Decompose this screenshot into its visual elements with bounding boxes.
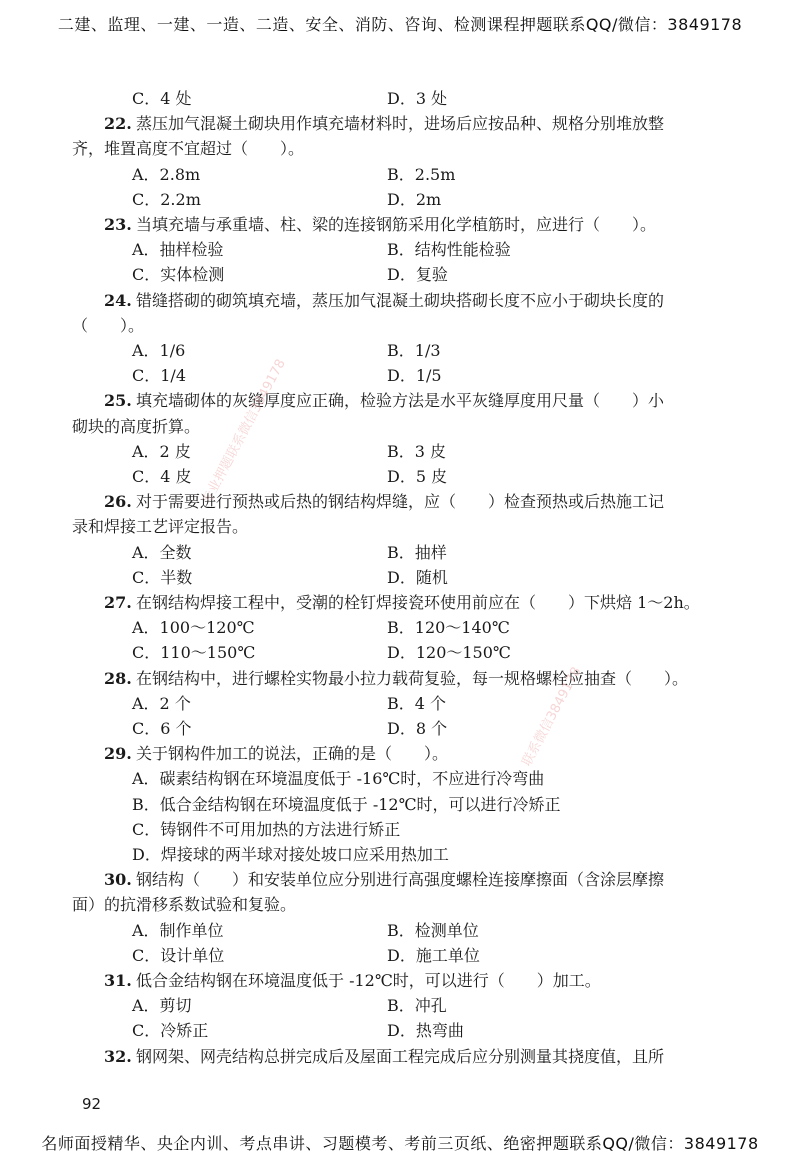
- question-text: 在钢结构中，进行螺栓实物最小拉力载荷复验，每一规格螺栓应抽查（ ）。: [136, 669, 689, 688]
- question-number: 29.: [104, 744, 132, 763]
- question-text-continued: （ ）。: [72, 316, 145, 335]
- option-item: A．2 皮: [132, 442, 191, 461]
- question-number: 23.: [104, 215, 132, 234]
- option-item: C．实体检测: [132, 265, 225, 284]
- option-item: A．1/6: [132, 341, 186, 360]
- option-item: C．1/4: [132, 366, 186, 385]
- footer-banner: 名师面授精华、央企内训、考点串讲、习题模考、考前三页纸、绝密押题联系QQ/微信：3849178: [41, 1134, 759, 1153]
- option-item: A．2 个: [132, 694, 191, 713]
- question-text: 钢结构（ ）和安装单位应分别进行高强度螺栓连接摩擦面（含涂层摩擦: [136, 870, 665, 889]
- option-item: C．铸钢件不可用加热的方法进行矫正: [132, 820, 401, 839]
- option-item: D．施工单位: [387, 946, 480, 965]
- watermark-diagonal-1: 专业押题联系微信3849178: [199, 356, 289, 507]
- option-item: D．120～150℃: [387, 643, 511, 662]
- option-item: D．5 皮: [387, 467, 448, 486]
- option-item: B．冲孔: [387, 996, 447, 1015]
- option-item: C．4 处: [132, 89, 192, 108]
- question-number: 32.: [104, 1047, 132, 1066]
- option-item: A．抽样检验: [132, 240, 224, 259]
- question-number: 30.: [104, 870, 132, 889]
- option-item: D．随机: [387, 568, 448, 587]
- option-item: A．制作单位: [132, 921, 224, 940]
- question-text-continued: 面）的抗滑移系数试验和复验。: [72, 895, 297, 914]
- option-item: B．3 皮: [387, 442, 447, 461]
- option-item: B．1/3: [387, 341, 441, 360]
- question-text: 关于钢构件加工的说法，正确的是（ ）。: [136, 744, 449, 763]
- question-number: 31.: [104, 971, 132, 990]
- option-item: D．复验: [387, 265, 448, 284]
- question-text-continued: 砌块的高度折算。: [72, 417, 201, 436]
- option-item: B．2.5m: [387, 165, 456, 184]
- question-number: 26.: [104, 492, 132, 511]
- question-number: 25.: [104, 391, 132, 410]
- option-item: B．抽样: [387, 543, 447, 562]
- option-item: B．120～140℃: [387, 618, 510, 637]
- option-item: D．2m: [387, 190, 442, 209]
- option-item: D．3 处: [387, 89, 448, 108]
- question-number: 22.: [104, 114, 132, 133]
- option-item: C．2.2m: [132, 190, 201, 209]
- header-banner: 二建、监理、一建、一造、二造、安全、消防、咨询、检测课程押题联系QQ/微信：3849178: [57, 15, 743, 34]
- page-number: 92: [82, 1095, 102, 1113]
- question-text: 钢网架、网壳结构总拼完成后及屋面工程完成后应分别测量其挠度值，且所: [136, 1047, 665, 1066]
- option-item: D．热弯曲: [387, 1021, 464, 1040]
- question-number: 28.: [104, 669, 132, 688]
- question-number: 27.: [104, 593, 132, 612]
- question-text: 错缝搭砌的砌筑填充墙，蒸压加气混凝土砌块搭砌长度不应小于砌块长度的: [136, 291, 665, 310]
- option-item: B．结构性能检验: [387, 240, 511, 259]
- option-item: C．110～150℃: [132, 643, 256, 662]
- question-text: 低合金结构钢在环境温度低于 -12℃时，可以进行（ ）加工。: [136, 971, 601, 990]
- question-text-continued: 录和焊接工艺评定报告。: [72, 517, 249, 536]
- question-number: 24.: [104, 291, 132, 310]
- option-item: A．碳素结构钢在环境温度低于 -16℃时，不应进行冷弯曲: [132, 769, 545, 788]
- question-text: 对于需要进行预热或后热的钢结构焊缝，应（ ）检查预热或后热施工记: [136, 492, 665, 511]
- option-item: B．检测单位: [387, 921, 479, 940]
- option-item: A．2.8m: [132, 165, 201, 184]
- option-item: C．半数: [132, 568, 193, 587]
- question-text-continued: 齐，堆置高度不宜超过（ ）。: [72, 139, 305, 158]
- watermark-diagonal-2: 联系微信3849178: [519, 664, 585, 769]
- option-item: C．6 个: [132, 719, 192, 738]
- option-item: C．设计单位: [132, 946, 225, 965]
- option-item: A．剪切: [132, 996, 192, 1015]
- option-item: D．1/5: [387, 366, 442, 385]
- option-item: B．4 个: [387, 694, 447, 713]
- option-item: D．8 个: [387, 719, 448, 738]
- option-item: B．低合金结构钢在环境温度低于 -12℃时，可以进行冷矫正: [132, 795, 561, 814]
- option-item: A．100～120℃: [132, 618, 255, 637]
- option-item: D．焊接球的两半球对接处坡口应采用热加工: [132, 845, 449, 864]
- option-item: C．4 皮: [132, 467, 192, 486]
- option-item: C．冷矫正: [132, 1021, 209, 1040]
- question-text: 在钢结构焊接工程中，受潮的栓钉焊接瓷环使用前应在（ ）下烘焙 1～2h。: [136, 593, 700, 612]
- question-text: 填充墙砌体的灰缝厚度应正确，检验方法是水平灰缝厚度用尺量（ ）小: [136, 391, 665, 410]
- question-text: 蒸压加气混凝土砌块用作填充墙材料时，进场后应按品种、规格分别堆放整: [136, 114, 665, 133]
- question-text: 当填充墙与承重墙、柱、梁的连接钢筋采用化学植筋时，应进行（ ）。: [136, 215, 657, 234]
- option-item: A．全数: [132, 543, 192, 562]
